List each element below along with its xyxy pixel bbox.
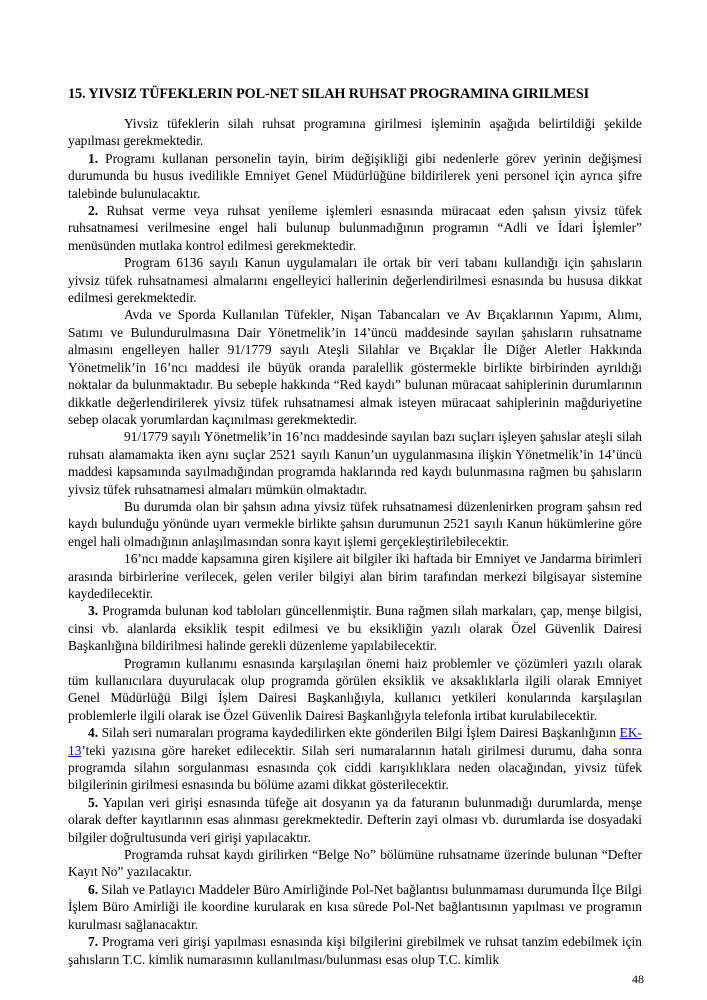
item-3 — [68, 602, 642, 654]
intro-paragraph: Yivsiz tüfeklerin silah ruhsat programına girilmesi işleminin aşağıda belirtildiği şekilde yapılması gerekmektedir. — [68, 116, 642, 149]
section-heading: 15. YIVSIZ TÜFEKLERIN POL-NET SILAH RUHSAT PROGRAMINA GIRILMESI — [68, 86, 590, 102]
item-2 — [68, 202, 642, 254]
item-number: 6. — [88, 881, 99, 897]
paragraph-bu-durumda: Bu durumda olan bir şahsın adına yivsiz tüfek ruhsatnamesi düzenlenirken program şahsın red kaydı bulunduğu yönünde uyarı vermekle birlikte şahsın durumunun 2521 sayılı Kanun hükümlerine göre engel hali olmadığının anlaşılmasından sonra kayıt işlemi gerçekleştirilebilecektir. — [68, 498, 642, 549]
item-7 — [68, 933, 642, 968]
paragraph-program-kullanimi: Programın kullanımı esnasında karşılaşılan önemi haiz problemler ve çözümleri yazılı olarak tüm kullanıcılara duyurulacak olup programda görülen eksiklik ve aksaklıklarla ilgili olarak Emniyet Genel Müdürlüğü Bilgi İşlem Dairesi Başkanlığıyla, kullanıcı yetkileri konularında karşılaşılan problemlerle ilgili olarak ise Özel Güvenlik Dairesi Başkanlığıyla telefonla irtibat kurulabilecektir. — [68, 655, 642, 723]
item-number: 4. — [88, 725, 99, 741]
item-text-after: ’teki yazısına göre hareket edilecektir. Silah seri numaralarının hatalı girilmesi durumu, daha sonra programda silahın sorgulanması esnasında çok ciddi karışıklıklara neden olacağından, yivsiz tüfek bilgilerinin girilmesi esnasında bu bölüme azami dikkat gösterilecektir. — [68, 742, 642, 793]
item-text: Ruhsat verme veya ruhsat yenileme işlemleri esnasında müracaat eden şahsın yivsiz tüfek ruhsatnamesi verilmesine engel hali bulunup bulunmadığının programın “Adli ve İdari İşlemler” menüsünden mutlaka kontrol edilmesi gerekmektedir. — [68, 203, 642, 253]
item-6 — [68, 881, 642, 933]
paragraph-belge-no: Programda ruhsat kaydı girilirken “Belge No” bölümüne ruhsatname üzerinde bulunan “Defter Kayıt No” yazılacaktır. — [68, 847, 642, 880]
ek-13-link[interactable]: EK-13 — [68, 725, 642, 758]
item-text-before: Silah seri numaraları programa kaydedilirken ekte gönderilen Bilgi İşlem Dairesi Başkanlığının — [101, 725, 620, 741]
item-number: 5. — [88, 794, 99, 810]
item-text: Programı kullanan personelin tayin, birim değişikliği gibi nedenlerle görev yerinin değişmesi durumunda bu husus ivedilikle Emniyet Genel Müdürlüğüne bildirilerek yeni personel için ayrıca şifre talebinde bulunulacaktır. — [68, 150, 642, 201]
item-text: Programda bulunan kod tabloları güncellenmiştir. Buna rağmen silah markaları, çap, menşe bilgisi, cinsi vb. alanlarda eksiklik tespit edilmesi ve bu eksikliğin yazılı olarak Özel Güvenlik Dairesi Başkanlığına bildirilmesi halinde gerekli düzenleme yapılabilecektir. — [68, 603, 642, 654]
item-text: Silah ve Patlayıcı Maddeler Büro Amirliğinde Pol-Net bağlantısı bulunmaması durumunda İlçe Bilgi İşlem Büro Amirliği ile koordine kurularak en kısa sürede Pol-Net bağlantısının yapılması ve programın kurulması sağlanacaktır. — [68, 881, 642, 932]
paragraph-6136: Program 6136 sayılı Kanun uygulamaları ile ortak bir veri tabanı kullandığı için şahısların yivsiz tüfek ruhsatnamesi almalarını engelleyici hallerinin değerlendirilmesi esnasında bu hususa dikkat edilmesi gerekmektedir. — [68, 255, 642, 306]
paragraph-16-madde: 16’ncı madde kapsamına giren kişilere ait bilgiler iki haftada bir Emniyet ve Jandarma birimleri arasında birbirlerine verilecek, gelen veriler bilgiyi alan birim tarafından merkezi bilgisayar sistemine kaydedilecektir. — [68, 551, 642, 601]
paragraph-avda: Avda ve Sporda Kullanılan Tüfekler, Nişan Tabancaları ve Av Bıçaklarının Yapımı, Alımı, Satımı ve Bulundurulmasına Dair Yönetmelik’in 14’üncü maddesinde sayılan şahısların ruhsatname almasını engelleyen haller 91/1779 sayılı Ateşli Silahlar ve Bıçaklar İle Diğer Aletler Hakkında Yönetmelik’in 16’ncı maddesi ile büyük oranda paralellik göstermekle birlikte birbirinden ayrıldığı noktalar da bulunmaktadır. Bu sebeple hakkında “Red kaydı” bulunan müracaat sahiplerinin durumlarının dikkatle değerlendirilerek yivsiz tüfek ruhsatnamesi almak isteyen müracaat sahiplerinin mağduriyetine sebep olacak yorumlardan kaçınılması gerekmektedir. — [68, 307, 642, 427]
item-1 — [68, 150, 642, 202]
item-number: 7. — [88, 934, 99, 950]
item-number: 1. — [88, 150, 99, 166]
item-text: Programa veri girişi yapılması esnasında kişi bilgilerini girebilmek ve ruhsat tanzim edebilmek için şahısların T.C. kimlik numarasının kullanılması/bulunması esas olup T.C. kimlik — [68, 934, 642, 967]
item-4 — [68, 724, 642, 794]
page-number: 48 — [632, 972, 644, 986]
paragraph-91-1779: 91/1779 sayılı Yönetmelik’in 16’ncı maddesinde sayılan bazı suçları işleyen şahıslar ateşli silah ruhsatı alamamakta iken aynı suçlar 2521 sayılı Kanun’un uygulanmasına ilişkin Yönetmelik’in 14’üncü maddesi kapsamında sayılmadığından programda haklarında red kaydı bulunmasına rağmen bu şahısların yivsiz tüfek ruhsatnamesi almaları mümkün olmaktadır. — [68, 429, 642, 497]
item-5 — [68, 794, 642, 846]
document-body — [68, 115, 642, 968]
item-number: 2. — [88, 203, 99, 219]
item-number: 3. — [88, 603, 99, 619]
item-text: Yapılan veri girişi esnasında tüfeğe ait dosyanın ya da faturanın bulunmadığı durumlarda, menşe olarak defter kayıtlarının esas alınması gerekmektedir. Defterin zayi olması vb. durumlarda ise dosyadaki bilgiler doğrultusunda veri girişi yapılacaktır. — [68, 794, 642, 845]
